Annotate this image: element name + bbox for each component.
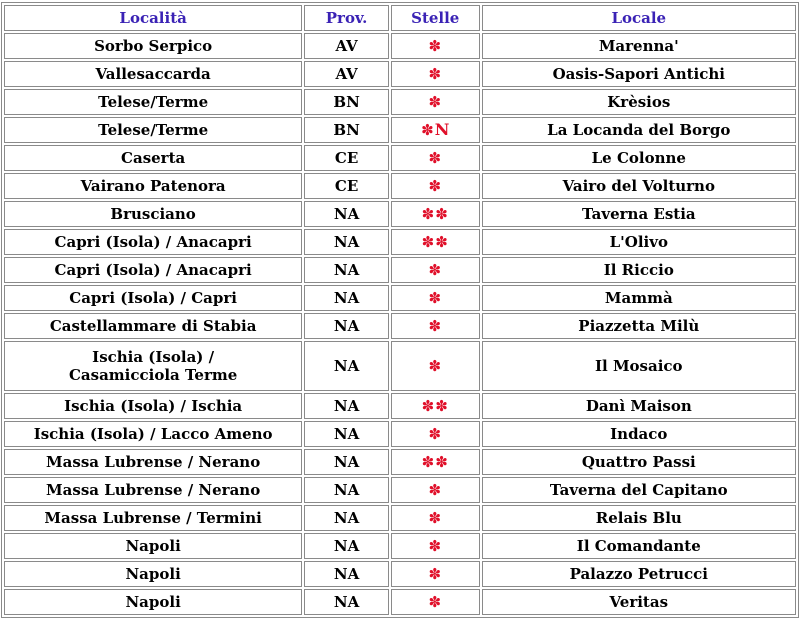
cell-stelle [391, 393, 480, 419]
cell-stelle [391, 421, 480, 447]
cell-prov: NA [304, 505, 389, 531]
cell-locale: La Locanda del Borgo [482, 117, 796, 143]
michelin-star-icon: ✽ [428, 565, 443, 583]
cell-stelle [391, 505, 480, 531]
header-locale: Locale [482, 5, 796, 31]
cell-locale: Il Riccio [482, 257, 796, 283]
cell-prov: NA [304, 257, 389, 283]
michelin-star-icon: ✽✽ [421, 397, 449, 415]
cell-localita: Ischia (Isola) / Lacco Ameno [4, 421, 302, 447]
table-row [4, 229, 796, 255]
table-row [4, 505, 796, 531]
cell-stelle [391, 117, 480, 143]
michelin-star-icon: ✽ [428, 317, 443, 335]
cell-localita: Telese/Terme [4, 117, 302, 143]
michelin-star-icon: ✽ [428, 65, 443, 83]
cell-locale: Mammà [482, 285, 796, 311]
cell-prov: NA [304, 285, 389, 311]
cell-localita: Vallesaccarda [4, 61, 302, 87]
cell-locale: L'Olivo [482, 229, 796, 255]
cell-stelle [391, 561, 480, 587]
header-prov: Prov. [304, 5, 389, 31]
table-row [4, 589, 796, 615]
cell-stelle [391, 145, 480, 171]
cell-prov: NA [304, 421, 389, 447]
localita-line-1: Ischia (Isola) / [92, 348, 215, 366]
table-row [4, 89, 796, 115]
cell-locale: Krèsios [482, 89, 796, 115]
michelin-star-icon: ✽✽ [421, 233, 449, 251]
table-row [4, 449, 796, 475]
cell-localita: Massa Lubrense / Termini [4, 505, 302, 531]
cell-locale: Piazzetta Milù [482, 313, 796, 339]
cell-locale: Il Mosaico [482, 341, 796, 391]
cell-prov: NA [304, 229, 389, 255]
michelin-star-icon: ✽✽ [421, 205, 449, 223]
cell-localita: Napoli [4, 533, 302, 559]
cell-locale: Veritas [482, 589, 796, 615]
michelin-restaurants-table [1, 2, 799, 618]
table-row [4, 117, 796, 143]
cell-locale: Indaco [482, 421, 796, 447]
table-body [4, 33, 796, 615]
cell-locale: Palazzo Petrucci [482, 561, 796, 587]
cell-stelle [391, 477, 480, 503]
header-stelle: Stelle [391, 5, 480, 31]
cell-localita [4, 341, 302, 391]
cell-locale: Le Colonne [482, 145, 796, 171]
cell-prov: AV [304, 61, 389, 87]
table-row [4, 33, 796, 59]
cell-localita: Massa Lubrense / Nerano [4, 449, 302, 475]
cell-prov: NA [304, 393, 389, 419]
cell-stelle [391, 89, 480, 115]
cell-prov: NA [304, 201, 389, 227]
cell-localita: Caserta [4, 145, 302, 171]
cell-stelle [391, 313, 480, 339]
cell-localita: Brusciano [4, 201, 302, 227]
cell-locale: Danì Maison [482, 393, 796, 419]
michelin-star-icon: ✽ [428, 481, 443, 499]
cell-localita: Vairano Patenora [4, 173, 302, 199]
table-row [4, 145, 796, 171]
cell-stelle [391, 449, 480, 475]
restaurants-table-container [1, 2, 799, 618]
table-row [4, 173, 796, 199]
michelin-star-icon: ✽ [428, 149, 443, 167]
table-row [4, 393, 796, 419]
cell-locale: Taverna Estia [482, 201, 796, 227]
cell-prov: CE [304, 173, 389, 199]
cell-prov: NA [304, 589, 389, 615]
cell-stelle [391, 229, 480, 255]
michelin-star-icon: ✽✽ [421, 453, 449, 471]
cell-locale: Quattro Passi [482, 449, 796, 475]
table-row [4, 561, 796, 587]
cell-prov: BN [304, 117, 389, 143]
michelin-star-icon: ✽ [428, 177, 443, 195]
cell-stelle [391, 201, 480, 227]
cell-prov: NA [304, 449, 389, 475]
table-row [4, 313, 796, 339]
michelin-star-icon: ✽ [428, 509, 443, 527]
cell-stelle [391, 589, 480, 615]
table-row [4, 61, 796, 87]
cell-stelle [391, 285, 480, 311]
cell-locale: Marenna' [482, 33, 796, 59]
table-row [4, 477, 796, 503]
cell-prov: BN [304, 89, 389, 115]
cell-localita: Sorbo Serpico [4, 33, 302, 59]
cell-prov: NA [304, 533, 389, 559]
cell-stelle [391, 33, 480, 59]
michelin-star-icon: ✽ [421, 121, 435, 139]
michelin-star-icon: ✽ [428, 593, 443, 611]
table-row [4, 421, 796, 447]
michelin-star-icon: ✽ [428, 261, 443, 279]
cell-locale: Vairo del Volturno [482, 173, 796, 199]
cell-localita: Capri (Isola) / Capri [4, 285, 302, 311]
header-localita: Località [4, 5, 302, 31]
cell-prov: NA [304, 561, 389, 587]
cell-stelle [391, 257, 480, 283]
table-row [4, 257, 796, 283]
cell-prov: NA [304, 341, 389, 391]
michelin-star-icon: ✽ [428, 357, 443, 375]
michelin-star-icon: ✽ [428, 425, 443, 443]
cell-localita: Massa Lubrense / Nerano [4, 477, 302, 503]
michelin-star-icon: ✽ [428, 537, 443, 555]
cell-locale: Il Comandante [482, 533, 796, 559]
cell-locale: Relais Blu [482, 505, 796, 531]
table-row [4, 341, 796, 391]
cell-stelle [391, 173, 480, 199]
cell-stelle [391, 341, 480, 391]
cell-localita: Capri (Isola) / Anacapri [4, 257, 302, 283]
cell-localita: Ischia (Isola) / Ischia [4, 393, 302, 419]
cell-prov: NA [304, 313, 389, 339]
table-row [4, 201, 796, 227]
table-header-row [4, 5, 796, 31]
cell-prov: NA [304, 477, 389, 503]
new-entry-badge: N [434, 120, 450, 139]
cell-locale: Taverna del Capitano [482, 477, 796, 503]
michelin-star-icon: ✽ [428, 289, 443, 307]
michelin-star-icon: ✽ [428, 93, 443, 111]
cell-localita: Napoli [4, 561, 302, 587]
cell-stelle [391, 533, 480, 559]
cell-localita: Napoli [4, 589, 302, 615]
cell-localita: Castellammare di Stabia [4, 313, 302, 339]
cell-prov: AV [304, 33, 389, 59]
cell-localita: Capri (Isola) / Anacapri [4, 229, 302, 255]
table-row [4, 285, 796, 311]
cell-stelle [391, 61, 480, 87]
table-row [4, 533, 796, 559]
cell-localita: Telese/Terme [4, 89, 302, 115]
cell-locale: Oasis-Sapori Antichi [482, 61, 796, 87]
michelin-star-icon: ✽ [428, 37, 443, 55]
localita-line-2: Casamicciola Terme [68, 366, 238, 384]
cell-prov: CE [304, 145, 389, 171]
